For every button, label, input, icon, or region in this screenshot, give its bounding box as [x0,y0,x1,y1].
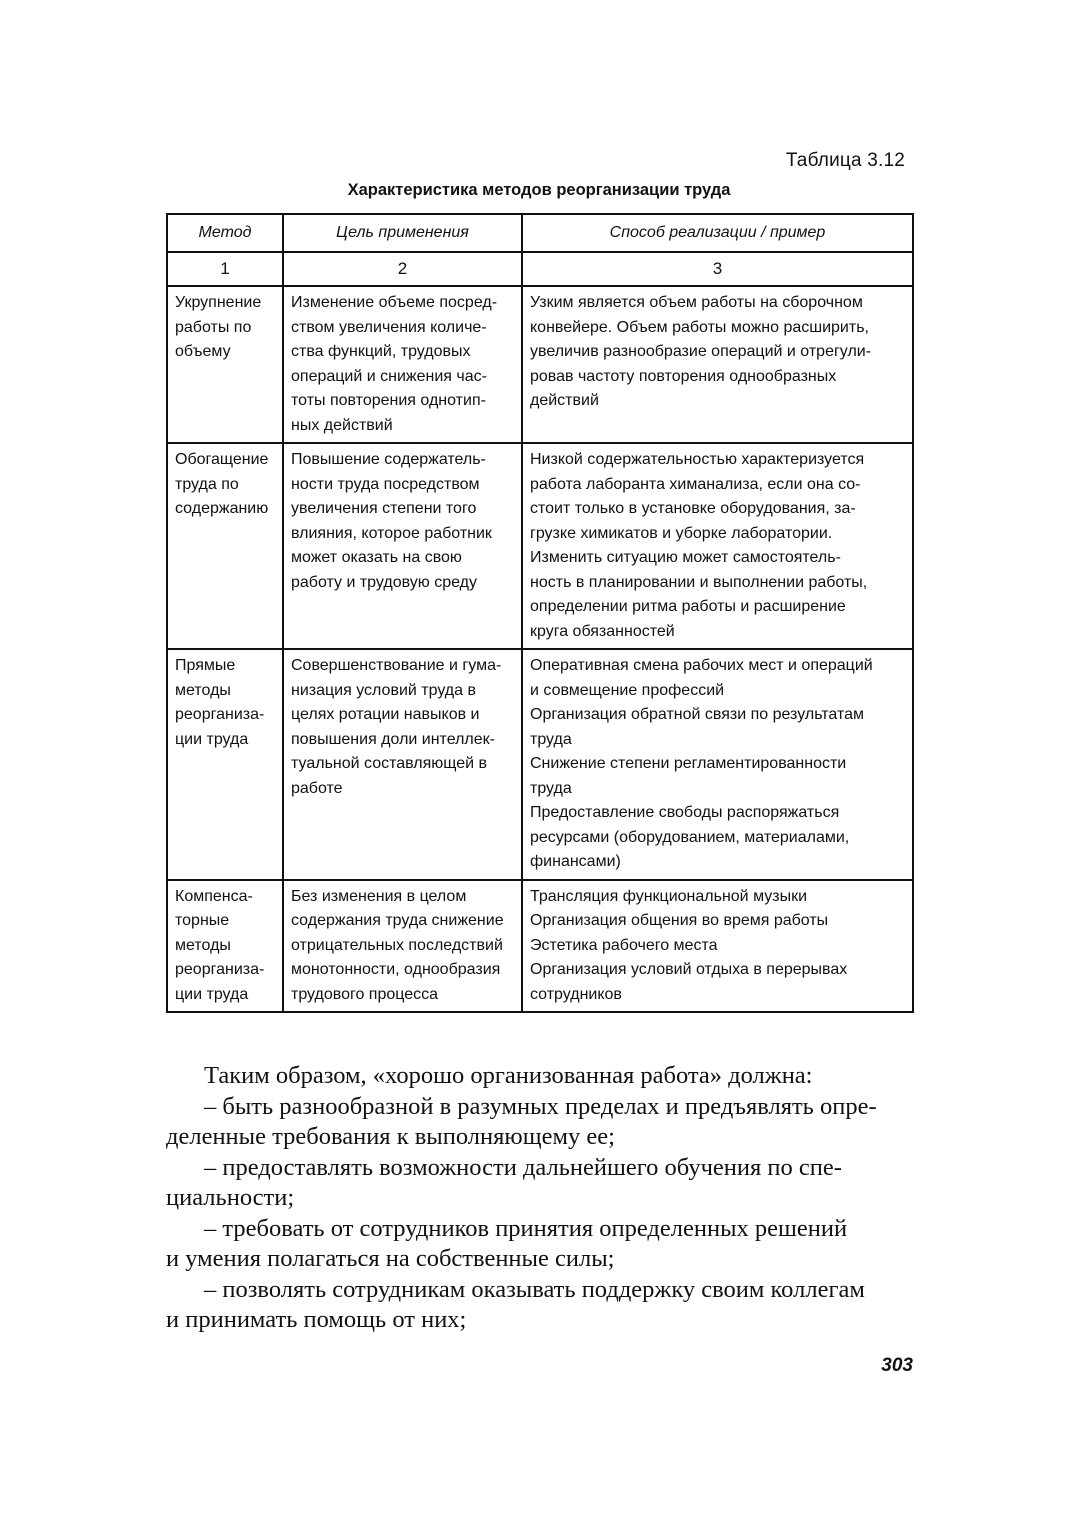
cell-line: труда [530,779,572,797]
cell-line: определении ритма работы и расширение [530,598,846,615]
table-title: Характеристика методов реорганизации труда [347,181,731,199]
cell-line: Организация общения во время работы [530,912,829,929]
cell-example [522,443,913,649]
cell-line: действий [530,392,599,409]
cell-line: работа лаборанта химанализа, если она со- [530,475,861,493]
cell-goal [283,649,522,880]
cell-line: ства функций, трудовых [291,343,471,360]
table-row [167,443,913,649]
cell-line: повышения доли интеллек- [291,730,495,748]
column-number: 2 [283,252,522,286]
body-line: – предоставлять возможности дальнейшего обучения по спе- [204,1153,842,1181]
cell-line: Оперативная смена рабочих мест и операций [530,657,873,674]
cell-line: объему [175,343,231,360]
column-number-row [167,252,913,286]
cell-line: ности труда посредством [291,475,480,493]
cell-example [522,649,913,880]
cell-line: и совмещение профессий [530,681,725,699]
cell-line: сотрудников [530,985,622,1003]
cell-line: работе [291,779,343,797]
cell-method [167,286,283,443]
cell-line: ресурсами (оборудованием, материалами, [530,828,850,846]
cell-line: операций и снижения час- [291,367,487,385]
table-row [167,649,913,880]
cell-line: Изменение объеме посред- [291,294,498,311]
column-number: 3 [522,252,913,286]
cell-line: ством увеличения количе- [291,318,487,336]
column-number: 1 [167,252,283,286]
cell-line: Повышение содержатель- [291,451,486,468]
cell-example [522,880,913,1013]
cell-line: увеличения степени того [291,500,477,517]
methods-table [166,213,914,1013]
cell-line: содержания труда снижение [291,912,504,929]
cell-line: Укрупнение [175,294,262,311]
cell-line: Узким является объем работы на сборочном [530,294,863,311]
table-header-row [167,214,913,252]
body-text [166,1061,912,1336]
cell-line: Организация обратной связи по результатам [530,706,865,723]
header-goal: Цель применения [283,214,522,252]
cell-line: Снижение степени регламентированности [530,755,847,772]
cell-goal [283,880,522,1013]
cell-method [167,880,283,1013]
header-example: Способ реализации / пример [522,214,913,252]
cell-line: круга обязанностей [530,622,675,640]
body-line: деленные требования к выполняющему ее; [166,1123,615,1150]
cell-line: содержанию [175,500,269,517]
cell-method [167,649,283,880]
cell-line: конвейере. Объем работы можно расширить, [530,318,869,336]
cell-line: ность в планировании и выполнении работы, [530,573,868,591]
cell-line: работу и трудовую среду [291,573,477,591]
body-line: циальности; [166,1184,295,1211]
body-line: и умения полагаться на собственные силы; [166,1245,615,1272]
cell-example [522,286,913,443]
cell-line: ции труда [175,985,249,1003]
cell-line: влияния, которое работник [291,524,492,542]
cell-line: Трансляция функциональной музыки [530,887,808,905]
cell-line: ровав частоту повторения однообразных [530,367,837,385]
cell-line: труда [530,730,572,748]
cell-line: ции труда [175,730,249,748]
cell-line: Низкой содержательностью характеризуется [530,451,865,468]
cell-line: целях ротации навыков и [291,706,480,723]
cell-line: Обогащение [175,451,269,468]
table-row [167,286,913,443]
cell-line: туальной составляющей в [291,755,488,772]
cell-line: Организация условий отдыха в перерывах [530,961,848,978]
page-number: 303 [881,1355,913,1376]
cell-line: низация условий труда в [291,681,476,699]
cell-line: реорганиза- [175,706,265,723]
cell-goal [283,286,522,443]
cell-line: торные [175,912,230,929]
cell-line: финансами) [530,853,621,870]
cell-line: Без изменения в целом [291,887,467,905]
cell-line: работы по [175,318,252,336]
cell-line: труда по [175,475,239,493]
cell-line: грузке химикатов и уборке лаборатории. [530,524,833,542]
cell-line: методы [175,936,231,954]
cell-line: монотонности, однообразия [291,961,501,978]
body-line: – позволять сотрудникам оказывать поддержку своим коллегам [204,1275,865,1303]
cell-line: Совершенствование и гума- [291,657,502,674]
header-method: Метод [167,214,283,252]
cell-line: Предоставление свободы распоряжаться [530,804,840,821]
cell-line: Эстетика рабочего места [530,936,718,954]
cell-line: ных действий [291,416,393,434]
cell-method [167,443,283,649]
cell-line: стоит только в установке оборудования, за- [530,500,856,517]
cell-line: реорганиза- [175,961,265,978]
cell-line: Компенса- [175,887,253,905]
cell-line: может оказать на свою [291,549,462,566]
cell-line: увеличив разнообразие операций и отрегули- [530,343,872,360]
body-line: – требовать от сотрудников принятия определенных решений [204,1214,848,1242]
cell-line: методы [175,681,231,699]
table-label: Таблица 3.12 [785,150,905,171]
cell-line: трудового процесса [291,985,439,1003]
cell-goal [283,443,522,649]
cell-line: Изменить ситуацию может самостоятель- [530,549,841,566]
cell-line: Прямые [175,657,236,674]
cell-line: отрицательных последствий [291,936,503,954]
body-line: – быть разнообразной в разумных пределах и предъявлять опре- [204,1092,877,1120]
table-row [167,880,913,1013]
cell-line: тоты повторения однотип- [291,392,486,409]
body-line: и принимать помощь от них; [166,1306,467,1333]
body-line: Таким образом, «хорошо организованная работа» должна: [204,1062,813,1089]
